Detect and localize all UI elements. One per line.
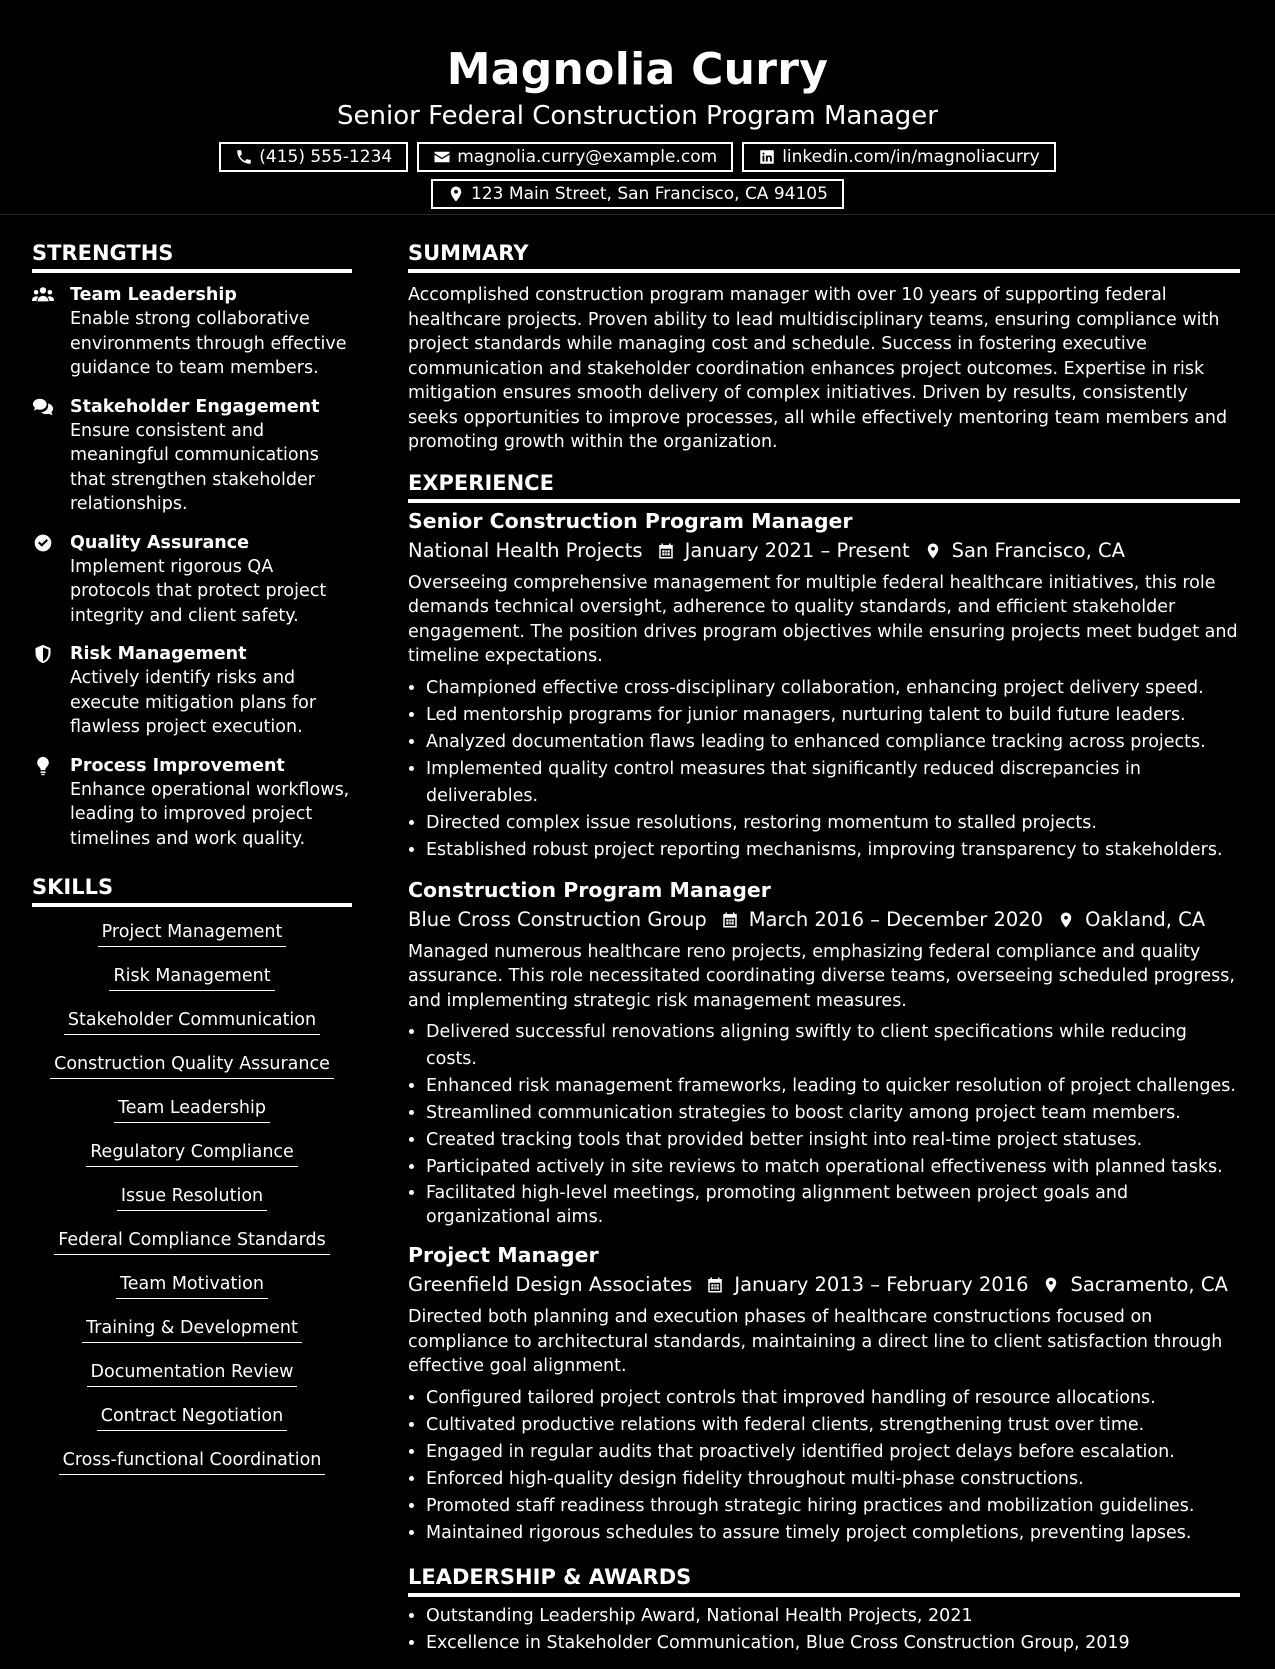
job-desc: Directed both planning and execution phases of healthcare constructions focused on compliance to architectural standards, maintaining a direct line to client satisfaction through effective goal alignment. [408,1307,1223,1376]
skill-item: Stakeholder Communication [64,1008,320,1035]
resume-header [0,0,1275,215]
contact-row-2 [0,179,1275,209]
job-dates: March 2016 – December 2020 [748,907,1044,931]
calendar-icon [721,910,739,930]
awards-heading: LEADERSHIP & AWARDS [408,1563,1240,1597]
skill-item: Cross-functional Coordination [59,1448,326,1475]
strength-item [32,642,352,740]
strength-desc: Enhance operational workflows, leading to improved project timelines and work quality. [70,779,350,849]
skill-item: Issue Resolution [117,1184,267,1211]
comments-icon [32,397,54,417]
map-pin-icon [1042,1275,1060,1295]
shield-icon [32,644,54,664]
skill-item: Team Motivation [116,1272,268,1299]
skill-item: Documentation Review [87,1360,298,1387]
job-dates: January 2021 – Present [684,538,910,562]
strength-item [32,754,352,852]
phone-text: (415) 555-1234 [259,147,393,167]
job-bullet: • Led mentorship programs for junior managers, nurturing talent to build future leaders. [426,702,1240,729]
strengths-heading: STRENGTHS [32,239,352,273]
strength-name: Stakeholder Engagement [70,396,320,417]
map-pin-icon [1057,910,1075,930]
left-column [32,239,352,1489]
job-bullet: • Analyzed documentation flaws leading to enhanced compliance tracking across projects. [426,729,1240,756]
address-text: 123 Main Street, San Francisco, CA 94105 [471,184,828,204]
lightbulb-icon [32,756,54,776]
skills-heading: SKILLS [32,873,352,907]
job-bullet: • Engaged in regular audits that proactively identified project delays before escalation. [426,1439,1240,1466]
summary-text: Accomplished construction program manager with over 10 years of supporting federal healthcare projects. Proven ability to lead multidisciplinary teams, ensuring compliance with project standards while managing cost and schedule. Success in fostering executive communication and stakeholder coordination enhances project outcomes. Expertise in risk mitigation ensures smooth delivery of complex initiatives. Driven by results, consistently seeks opportunities to improve processes, all while effectively mentoring team members and promoting growth within the organization. [408,285,1228,452]
job-bullet: • Established robust project reporting mechanisms, improving transparency to stakeholders. [426,837,1240,864]
strength-name: Process Improvement [70,755,285,776]
users-icon [32,285,54,305]
skill-item: Team Leadership [114,1096,270,1123]
job-title: Construction Program Manager [408,877,771,902]
skill-item: Construction Quality Assurance [50,1052,334,1079]
job-bullet: • Enhanced risk management frameworks, leading to quicker resolution of project challenges. [426,1073,1240,1100]
strength-desc: Enable strong collaborative environments through effective guidance to team members. [70,309,347,378]
check-circle-icon [32,533,54,553]
job-entry [408,876,1240,1230]
strength-name: Quality Assurance [70,532,249,553]
linkedin-text: linkedin.com/in/magnoliacurry [782,147,1040,167]
calendar-icon [706,1275,724,1295]
job-entry [408,507,1240,864]
summary-heading: SUMMARY [408,239,1240,273]
job-meta [408,904,1240,936]
job-company: Blue Cross Construction Group [408,907,707,931]
calendar-icon [657,541,675,561]
job-desc: Overseeing comprehensive management for multiple federal healthcare initiatives, this role demands technical oversight, adherence to quality standards, and efficient stakeholder engagement. The position drives program objectives while ensuring projects meet budget and timeline expectations. [408,572,1238,666]
job-title: Senior Construction Program Manager [408,508,853,533]
job-meta [408,535,1240,567]
job-bullet: • Delivered successful renovations aligning swiftly to client specifications while reducing costs. [426,1019,1240,1073]
job-bullet: • Facilitated high-level meetings, promoting alignment between project goals and organizational aims. [426,1181,1240,1229]
job-bullet: • Implemented quality control measures that significantly reduced discrepancies in deliverables. [426,756,1240,810]
phone-contact[interactable] [219,142,408,172]
skills-list [32,917,352,1489]
job-bullet: • Created tracking tools that provided better insight into real-time project statuses. [426,1127,1240,1154]
job-bullet: • Enforced high-quality design fidelity throughout multi-phase constructions. [426,1466,1240,1493]
award-item: • Outstanding Leadership Award, National Health Projects, 2021 [426,1603,1240,1630]
candidate-title: Senior Federal Construction Program Manager [337,101,938,131]
contact-row-1 [0,142,1275,172]
awards-list [408,1603,1240,1657]
job-bullets [408,1019,1240,1229]
job-location: San Francisco, CA [951,538,1125,562]
job-bullets [408,675,1240,864]
linkedin-contact[interactable] [742,142,1056,172]
skill-item: Contract Negotiation [97,1404,288,1431]
strength-desc: Implement rigorous QA protocols that protect project integrity and client safety. [70,556,327,626]
email-text: magnolia.curry@example.com [457,147,718,167]
job-bullets [408,1385,1240,1547]
job-company: Greenfield Design Associates [408,1273,693,1296]
experience-heading: EXPERIENCE [408,469,1240,503]
right-column [408,239,1240,1669]
job-bullet: • Cultivated productive relations with federal clients, strengthening trust over time. [426,1412,1240,1439]
job-bullet: • Configured tailored project controls that improved handling of resource allocations. [426,1385,1240,1412]
job-bullet: • Participated actively in site reviews to match operational effectiveness with planned tasks. [426,1154,1240,1181]
skill-item: Risk Management [109,964,274,991]
strength-item [32,283,352,381]
job-desc: Managed numerous healthcare reno projects, emphasizing federal compliance and quality assurance. This role necessitated coordinating diverse teams, overseeing scheduled progress, and implementing strategic risk management measures. [408,941,1235,1011]
job-dates: January 2013 – February 2016 [734,1273,1029,1296]
job-title: Project Manager [408,1243,599,1267]
strength-name: Risk Management [70,644,247,664]
job-location: Sacramento, CA [1070,1273,1228,1296]
strength-name: Team Leadership [70,285,237,305]
job-entry [408,1241,1240,1547]
job-bullet: • Maintained rigorous schedules to assure timely project completions, preventing lapses. [426,1520,1240,1547]
resume-body [0,215,1275,1653]
job-bullet: • Streamlined communication strategies to boost clarity among project team members. [426,1100,1240,1127]
job-meta [408,1269,1240,1301]
job-company: National Health Projects [408,538,643,562]
job-bullet: • Directed complex issue resolutions, restoring momentum to stalled projects. [426,810,1240,837]
envelope-icon [433,148,451,166]
phone-icon [235,148,253,166]
job-bullet: • Championed effective cross-disciplinary collaboration, enhancing project delivery speed. [426,675,1240,702]
skill-item: Project Management [98,920,287,947]
skill-item: Federal Compliance Standards [54,1228,329,1255]
strength-item [32,531,352,629]
candidate-name: Magnolia Curry [446,44,829,95]
job-location: Oakland, CA [1085,907,1206,931]
skill-item: Training & Development [82,1316,302,1343]
map-pin-icon [924,541,942,561]
linkedin-icon [758,148,776,166]
strength-desc: Ensure consistent and meaningful communications that strengthen stakeholder relationships. [70,420,319,514]
skill-item: Regulatory Compliance [86,1140,298,1167]
job-bullet: • Promoted staff readiness through strategic hiring practices and mobilization guidelines. [426,1493,1240,1520]
strength-item [32,395,352,517]
email-contact[interactable] [417,142,733,172]
strengths-list [32,283,352,851]
map-pin-icon [447,185,465,203]
strength-desc: Actively identify risks and execute mitigation plans for flawless project execution. [70,668,317,737]
address-contact[interactable] [431,179,844,209]
award-item: • Excellence in Stakeholder Communication, Blue Cross Construction Group, 2019 [426,1630,1240,1657]
